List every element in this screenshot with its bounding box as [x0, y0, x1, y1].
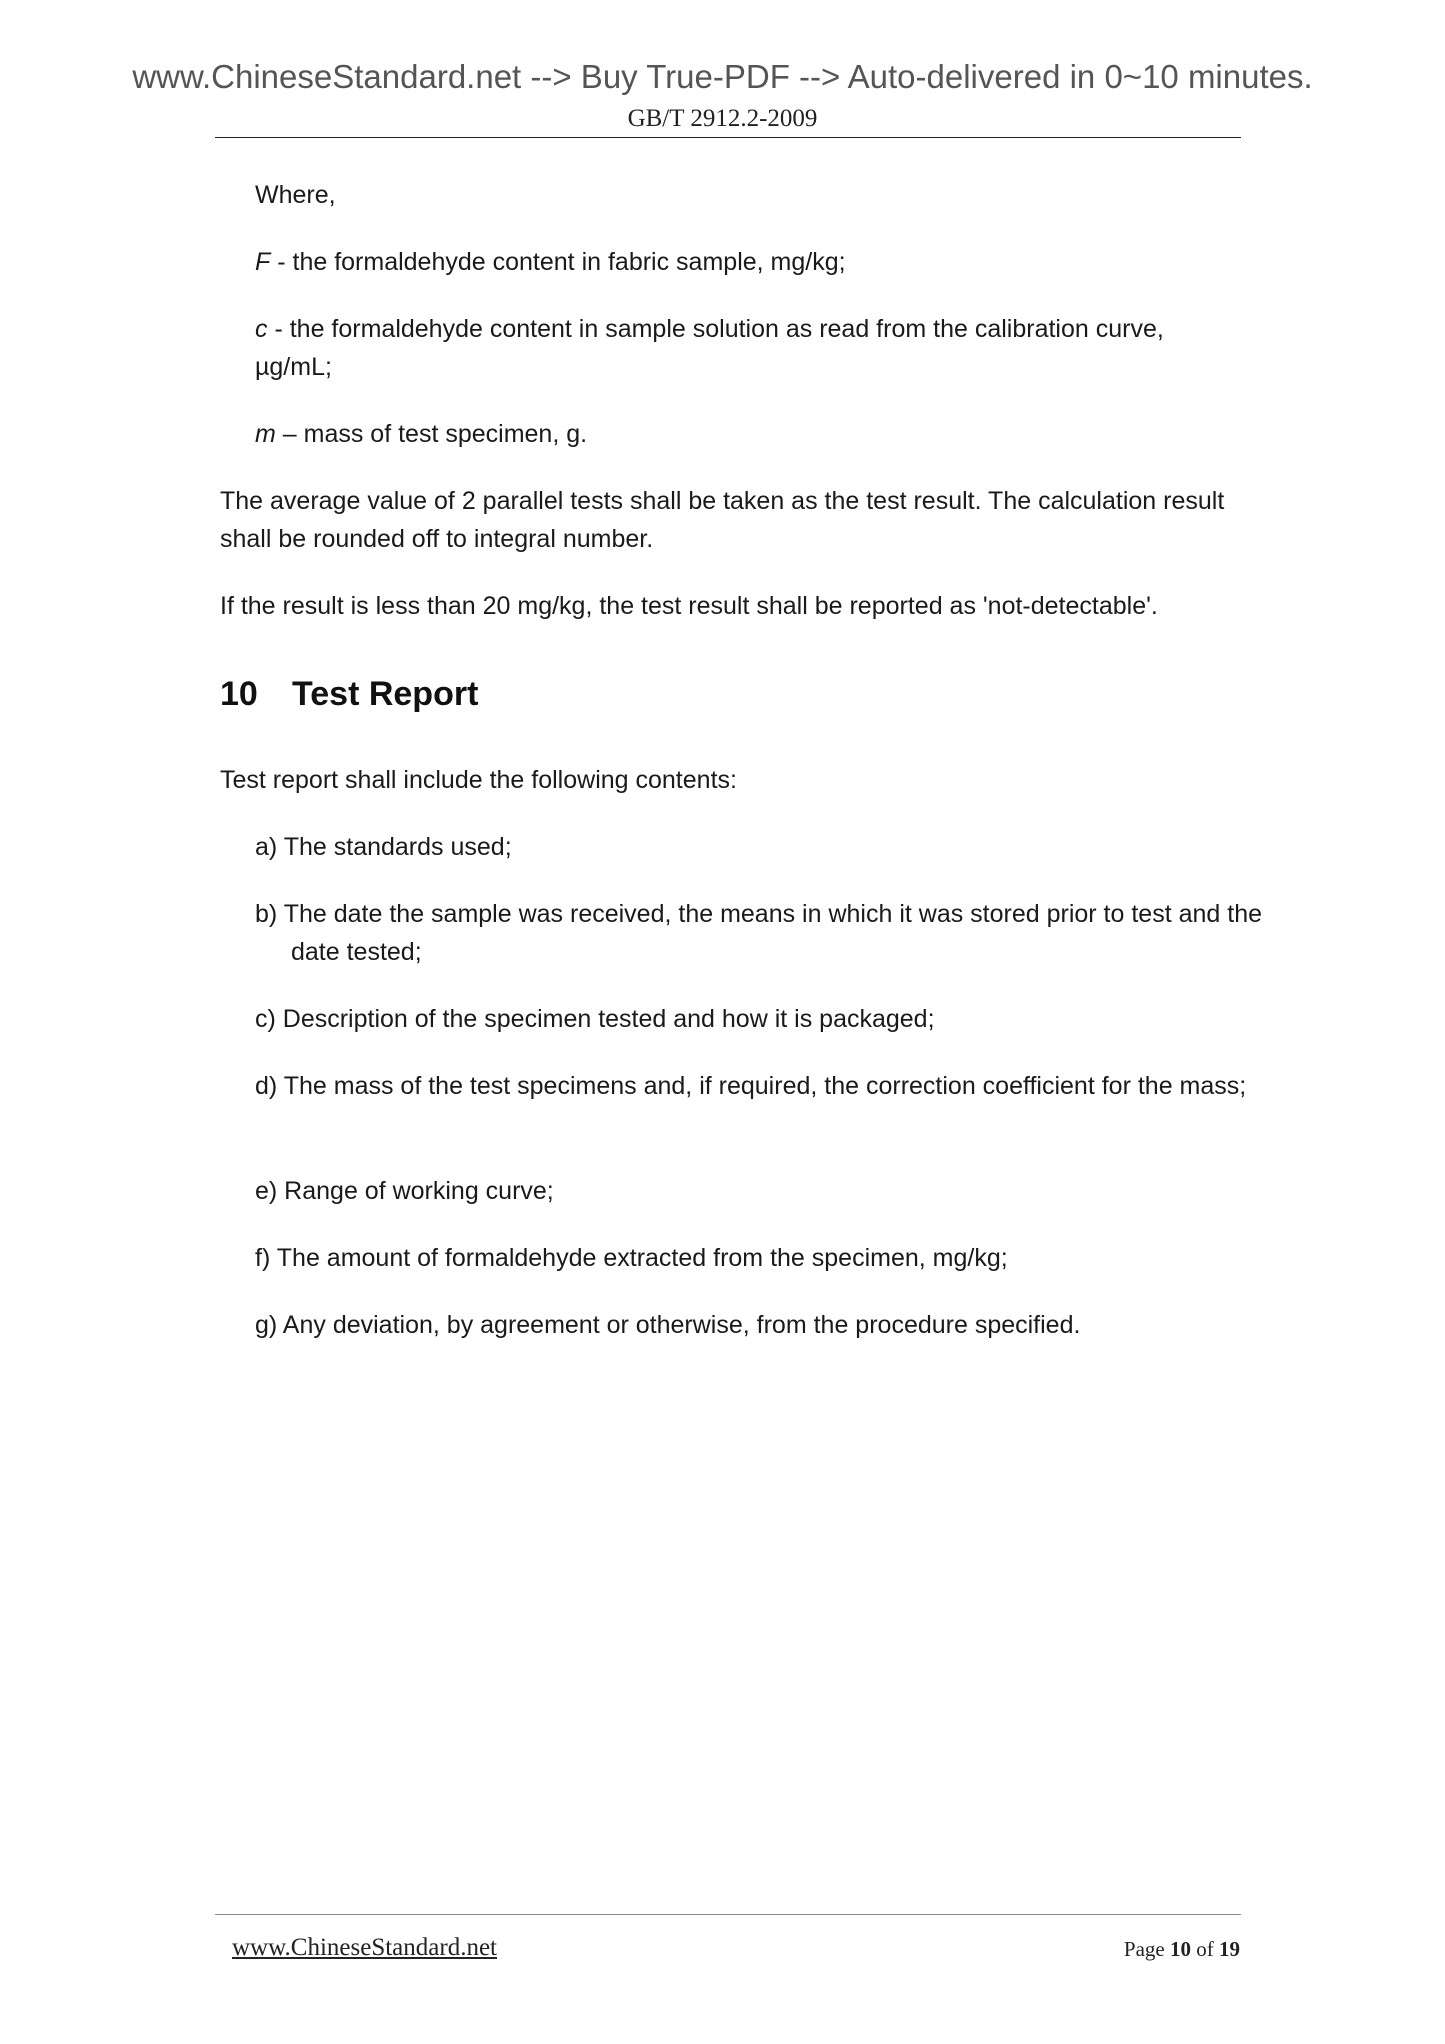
- list-item: g) Any deviation, by agreement or otherwise, from the procedure specified.: [255, 1311, 1081, 1339]
- page-prefix: Page: [1123, 1937, 1165, 1961]
- page-separator: of: [1196, 1937, 1214, 1961]
- page-number: [1124, 1937, 1240, 1962]
- definition-symbol: m: [255, 420, 276, 448]
- definition-c: [255, 310, 1245, 386]
- site-banner: www.ChineseStandard.net --> Buy True-PDF --> Auto-delivered in 0~10 minutes.: [132, 58, 1313, 95]
- standard-id: GB/T 2912.2-2009: [627, 105, 818, 132]
- section-heading: [220, 675, 478, 713]
- definition-text: - the formaldehyde content in fabric sample, mg/kg;: [270, 248, 846, 276]
- paragraph-average: The average value of 2 parallel tests shall be taken as the test result. The calculation result shall be rounded off to integral number.: [220, 487, 1225, 553]
- definition-symbol: F: [255, 248, 271, 276]
- definition-m: [255, 415, 1245, 453]
- page-total: 19: [1219, 1937, 1240, 1961]
- section-number: 10: [220, 675, 258, 713]
- list-item: c) Description of the specimen tested and how it is packaged;: [255, 1005, 935, 1033]
- header-divider: [215, 137, 1241, 138]
- definition-text: - the formaldehyde content in sample solution as read from the calibration curve, µg/mL;: [255, 315, 1164, 381]
- list-item: b) The date the sample was received, the means in which it was stored prior to test and the date tested;: [255, 900, 1263, 966]
- list-item: e) Range of working curve;: [255, 1177, 554, 1205]
- definition-text: – mass of test specimen, g.: [275, 420, 588, 448]
- list-item: f) The amount of formaldehyde extracted from the specimen, mg/kg;: [255, 1244, 1008, 1272]
- list-item: a) The standards used;: [255, 833, 512, 861]
- footer-site-link[interactable]: www.ChineseStandard.net: [232, 1934, 497, 1961]
- paragraph-not-detectable: If the result is less than 20 mg/kg, the test result shall be reported as 'not-detectable'.: [220, 592, 1158, 620]
- definition-f: [255, 243, 1245, 281]
- list-item: d) The mass of the test specimens and, if required, the correction coefficient for the mass;: [255, 1072, 1247, 1100]
- footer-divider: [215, 1914, 1241, 1915]
- section-title: Test Report: [292, 675, 479, 713]
- report-intro: Test report shall include the following contents:: [220, 766, 737, 794]
- definition-symbol: c: [255, 315, 268, 343]
- page-current: 10: [1170, 1937, 1191, 1961]
- where-label: Where,: [255, 181, 336, 209]
